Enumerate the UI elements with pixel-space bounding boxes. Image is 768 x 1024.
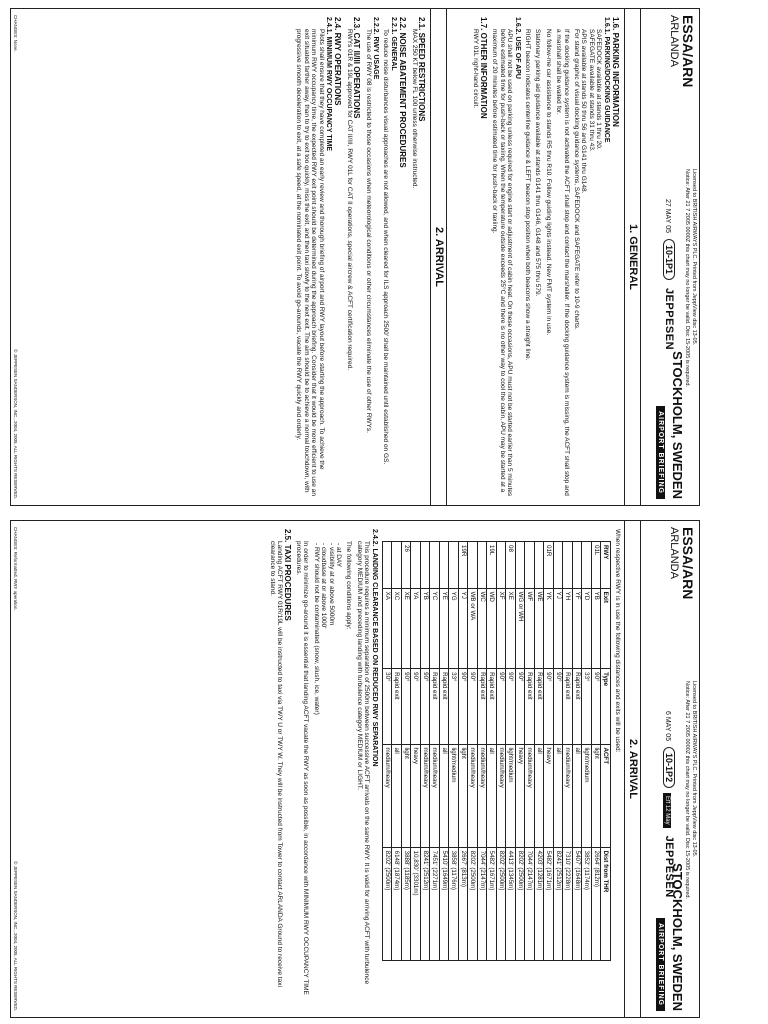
table-cell: 8202' (2500m) bbox=[382, 847, 392, 960]
paragraph: Pilots shall ensure that they have completed an early review and thorough briefing of airport and RWY layout before starting the approach. To achieve the minimum RWY occupancy time, the expected RWY exit point should be determined during the approach briefing. Consider that it would be more efficient to use an exit situated farther away, than to try to exit too quickly, miss the exit, and then taxi slowly to the next exit. The aim should be to achieve a normal touchdown, with progressive smooth deceleration to exit, at a safe speed, at the nominated exit point. To avoid go-arounds, vacate the RWY quickly and orderly. bbox=[295, 29, 325, 496]
city-name: STOCKHOLM, SWEDEN bbox=[670, 351, 685, 499]
heading-2-2: 2.2. NOISE ABATEMENT PROCEDURES bbox=[398, 17, 408, 168]
table-row bbox=[496, 542, 506, 961]
table-cell bbox=[496, 542, 506, 589]
table-cell: 90° bbox=[591, 669, 601, 744]
table-cell: 26 bbox=[401, 542, 411, 589]
paragraph: RWYs 01R & 19L approved for CAT II/III, RWY 01L for CAT II operations, special aircrew & ACFT certification required. bbox=[345, 29, 353, 371]
table-row bbox=[430, 542, 440, 961]
table-cell: 8241' (2512m) bbox=[420, 847, 430, 960]
briefing-badge: AIRPORT BRIEFING bbox=[656, 918, 665, 1011]
table-cell: WG or WH bbox=[515, 588, 525, 669]
table-row bbox=[534, 542, 544, 961]
table-cell: WF bbox=[525, 588, 535, 669]
text-line: SAFEDOCK available at stands 1 thru 20. bbox=[595, 29, 603, 150]
column-header: Type bbox=[601, 669, 611, 744]
table-cell: 5482' (1671m) bbox=[544, 847, 554, 960]
divider bbox=[640, 521, 641, 1017]
table-cell: light/medium bbox=[582, 744, 592, 847]
table-cell: YB bbox=[420, 588, 430, 669]
notice-line: Notice: After 21 7 2005 0000Z this chart may no longer be valid. Disc 15-2005 is required. bbox=[684, 681, 690, 899]
chart-date: 27 MAY 05 bbox=[664, 199, 671, 233]
text-line: APIS available at stands 50 thru 56 and G141 thru G148. bbox=[580, 29, 588, 194]
table-cell: 33° bbox=[582, 669, 592, 744]
notice-line: Notice: After 21 7 2005 0000Z this chart may no longer be valid. Disc 15-2005 is required. bbox=[684, 169, 690, 387]
runway-exits-table bbox=[382, 541, 611, 961]
table-cell: 7451' (2271m) bbox=[430, 847, 440, 960]
chart-id: 10-1P1 bbox=[663, 239, 675, 280]
table-cell: light bbox=[591, 744, 601, 847]
table-cell: 2664' (812m) bbox=[591, 847, 601, 960]
table-cell: 30° bbox=[382, 669, 392, 744]
paragraph: APU shall not be used on parking unless required for engine start or adjustment of cabin heat. On these occasions, APU must not be started earlier than 5 minutes before estimated time for push-back or taxiing. When the temperature outside exceeds 25°C and there is no other way to cool the cabin, APU may be started at a maximum of 20 minutes before estimated time for push-back or taxiing. bbox=[491, 29, 514, 497]
table-cell bbox=[430, 542, 440, 589]
table-cell: YJ bbox=[553, 588, 563, 669]
text-line: SAFEGATE available at stands 31 thru 43. bbox=[587, 29, 595, 152]
table-cell: 19L bbox=[487, 542, 497, 589]
table-cell: YH bbox=[563, 588, 573, 669]
table-cell: all bbox=[487, 744, 497, 847]
table-row bbox=[420, 542, 430, 961]
divider bbox=[430, 9, 431, 505]
table-cell: 19R bbox=[458, 542, 468, 589]
page-header bbox=[641, 521, 699, 1017]
table-row bbox=[553, 542, 563, 961]
table-cell bbox=[477, 542, 487, 589]
table-cell: 90° bbox=[401, 669, 411, 744]
license-line: Licensed to BRITISH AIRWAYS PLC. Printed from JeppView disc 13-05. bbox=[691, 681, 697, 858]
heading-1-6-2: 1.6.2. USE OF APU bbox=[513, 17, 521, 79]
table-row bbox=[477, 542, 487, 961]
table-cell: all bbox=[534, 744, 544, 847]
heading-2-4: 2.4. RWY OPERATIONS bbox=[333, 17, 343, 106]
table-cell: YJ bbox=[458, 588, 468, 669]
table-cell bbox=[420, 542, 430, 589]
table-cell: YD bbox=[582, 588, 592, 669]
table-cell: Rapid exit bbox=[525, 669, 535, 744]
table-cell: WD bbox=[487, 588, 497, 669]
paragraph: If the docking guidance system is not activated the ACFT shall stop and contact the marshaller. If the docking guidance system is missing, the ACFT shall stop and a marshall shall be waited for. bbox=[555, 29, 570, 496]
table-row bbox=[572, 542, 582, 961]
table-cell: 8241' (2512m) bbox=[553, 847, 563, 960]
table-row bbox=[382, 542, 392, 961]
airport-name: ARLANDA bbox=[668, 15, 680, 67]
table-cell: all bbox=[553, 744, 563, 847]
table-cell: light bbox=[401, 744, 411, 847]
table-cell bbox=[515, 542, 525, 589]
table-cell: medium/heavy bbox=[382, 744, 392, 847]
table-cell: 01L bbox=[591, 542, 601, 589]
table-cell: medium/heavy bbox=[525, 744, 535, 847]
table-row bbox=[439, 542, 449, 961]
table-cell: 3888' (1185m) bbox=[401, 847, 411, 960]
table-cell: Rapid exit bbox=[563, 669, 573, 744]
table-cell: 2667' (813m) bbox=[458, 847, 468, 960]
table-cell: XA bbox=[382, 588, 392, 669]
brand-row bbox=[663, 199, 675, 350]
table-cell bbox=[572, 542, 582, 589]
section-title-arrival: 2. ARRIVAL bbox=[627, 739, 639, 799]
arrival-section bbox=[265, 529, 621, 1009]
table-cell: medium/heavy bbox=[468, 744, 478, 847]
table-cell: 90° bbox=[458, 669, 468, 744]
paragraph: RWY 01L right-hand circuit. bbox=[472, 29, 480, 108]
divider bbox=[624, 521, 625, 1017]
table-cell: Rapid exit bbox=[477, 669, 487, 744]
table-header-row bbox=[601, 542, 611, 961]
chart-page-10-1p2 bbox=[10, 520, 700, 1018]
table-cell: 08 bbox=[506, 542, 516, 589]
table-cell: WE bbox=[534, 588, 544, 669]
page-footer bbox=[13, 15, 18, 499]
list-item: - RWY should not be contaminated (snow, slush, ice, water) bbox=[312, 543, 320, 715]
paragraph: No follow-me car assistance to stands R5 thru R10. Follow guiding lights instead. New FMT system in use. bbox=[544, 29, 552, 336]
table-row bbox=[468, 542, 478, 961]
heading-2-4-2: 2.4.2. LANDING CLEARANCE BASED ON REDUCED RWY SEPARATION bbox=[370, 529, 378, 767]
chart-page-10-1p1 bbox=[10, 8, 700, 506]
table-cell: Rapid exit bbox=[392, 669, 402, 744]
airport-name: ARLANDA bbox=[668, 527, 680, 579]
jeppesen-logo: JEPPESEN bbox=[663, 835, 675, 898]
column-header: RWY bbox=[601, 542, 611, 589]
table-cell: 01R bbox=[544, 542, 554, 589]
airport-icao: ESSA/ARN bbox=[680, 15, 696, 88]
table-cell bbox=[553, 542, 563, 589]
conditions-intro: The following conditions apply: bbox=[345, 541, 353, 630]
section-title-arrival: 2. ARRIVAL bbox=[433, 227, 445, 287]
table-cell: medium/heavy bbox=[496, 744, 506, 847]
table-cell: 4413' (1345m) bbox=[506, 847, 516, 960]
table-cell: 90° bbox=[411, 669, 421, 744]
paragraph: The use of RWY 08 is restricted to those occasions when meteorological conditions or other circumstances eliminate the use of other RWYs. bbox=[364, 29, 372, 433]
table-row bbox=[449, 542, 459, 961]
table-cell: medium/heavy bbox=[430, 744, 440, 847]
table-cell: 90° bbox=[468, 669, 478, 744]
table-cell: 90° bbox=[515, 669, 525, 744]
table-cell: WB or WA bbox=[468, 588, 478, 669]
table-row bbox=[544, 542, 554, 961]
column-header: ACFT bbox=[601, 744, 611, 847]
table-cell: 3858' (1176m) bbox=[449, 847, 459, 960]
table-cell: YE bbox=[439, 588, 449, 669]
heading-2-3: 2.3. CAT II/III OPERATIONS bbox=[352, 17, 362, 119]
table-cell bbox=[525, 542, 535, 589]
table-row bbox=[563, 542, 573, 961]
table-cell: 7044' (2147m) bbox=[525, 847, 535, 960]
table-cell: XF bbox=[496, 588, 506, 669]
general-section bbox=[469, 17, 623, 497]
table-cell: medium/heavy bbox=[420, 744, 430, 847]
table-cell bbox=[582, 542, 592, 589]
table-cell: 10,830' (3301m) bbox=[411, 847, 421, 960]
paragraph bbox=[573, 29, 603, 497]
table-cell: Rapid exit bbox=[487, 669, 497, 744]
table-cell: 90° bbox=[553, 669, 563, 744]
copyright: © JEPPESEN SANDERSON, INC., 2004, 2005. ALL RIGHTS RESERVED. bbox=[13, 861, 18, 1011]
page-footer bbox=[13, 527, 18, 1011]
city-name: STOCKHOLM, SWEDEN bbox=[670, 863, 685, 1011]
table-row bbox=[458, 542, 468, 961]
table-cell: XE bbox=[506, 588, 516, 669]
heading-2-1: 2.1. SPEED RESTRICTIONS bbox=[417, 17, 426, 122]
table-cell: XC bbox=[392, 588, 402, 669]
table-cell bbox=[468, 542, 478, 589]
table-cell: 5407' (1648m) bbox=[572, 847, 582, 960]
jeppesen-logo: JEPPESEN bbox=[663, 287, 675, 351]
table-cell: 8202' (2500m) bbox=[496, 847, 506, 960]
table-cell: YC bbox=[430, 588, 440, 669]
paragraph: In order to minimize go-around it is essential that landing ACFT vacate the RWY as soon as possible, in accordance with MINIMUM RWY OCCUPANCY TIME procedures. bbox=[294, 541, 310, 995]
table-row bbox=[487, 542, 497, 961]
table-cell: light bbox=[458, 744, 468, 847]
chart-date: 6 MAY 05 bbox=[664, 711, 671, 742]
table-cell: light/medium bbox=[506, 744, 516, 847]
text-line: For stand graphic of visual docking guidance systems, SAFEDOCK and SAFEGATE refer to 10-9 charts. bbox=[572, 29, 580, 330]
table-cell: all bbox=[572, 744, 582, 847]
heading-2-5: 2.5. TAXI PROCEDURES bbox=[282, 529, 292, 621]
page-header bbox=[641, 9, 699, 505]
table-cell: 33° bbox=[449, 669, 459, 744]
table-cell: Rapid exit bbox=[572, 669, 582, 744]
table-cell: 90° bbox=[506, 669, 516, 744]
intro-text: When respective RWY is in use the following distances and exits will be used: bbox=[614, 529, 621, 753]
effective-badge: Eff 12 May bbox=[663, 793, 671, 828]
copyright: © JEPPESEN SANDERSON, INC., 2004, 2005. ALL RIGHTS RESERVED. bbox=[13, 349, 18, 499]
table-cell: 8202' (2500m) bbox=[468, 847, 478, 960]
table-row bbox=[401, 542, 411, 961]
table-row bbox=[525, 542, 535, 961]
divider bbox=[446, 9, 447, 505]
table-cell: 90° bbox=[544, 669, 554, 744]
table-cell: 90° bbox=[420, 669, 430, 744]
section-title-general: 1. GENERAL bbox=[627, 223, 639, 290]
table-cell: all bbox=[392, 744, 402, 847]
license-notice bbox=[683, 681, 697, 1011]
paragraph: This procedure requires a minimum separation of 2500m between successive ACFT arrivals on the same RWY. It is valid for arriving ACFT with turbulence category MEDIUM and preceding landing with turbulence category MEDIUM or LIGHT. bbox=[355, 541, 371, 985]
table-cell: 8202' (2500m) bbox=[515, 847, 525, 960]
table-cell: heavy bbox=[544, 744, 554, 847]
table-cell: YF bbox=[572, 588, 582, 669]
changes-note: CHANGES: None. bbox=[13, 15, 18, 52]
table-cell: Rapid exit bbox=[439, 669, 449, 744]
table-cell: medium/heavy bbox=[477, 744, 487, 847]
table-cell: heavy bbox=[515, 744, 525, 847]
table-cell: YK bbox=[544, 588, 554, 669]
table-cell bbox=[563, 542, 573, 589]
table-cell: light/medium bbox=[449, 744, 459, 847]
table-body bbox=[382, 542, 610, 961]
table-cell: YB bbox=[591, 588, 601, 669]
table-cell bbox=[439, 542, 449, 589]
table-cell: 7310' (2228m) bbox=[563, 847, 573, 960]
table-cell: medium/heavy bbox=[563, 744, 573, 847]
heading-2-2-2: 2.2.2. RWY USAGE bbox=[371, 17, 379, 80]
paragraph: RIGHT beacon indicates centerline guidance & LEFT beacon stop position when both beacons show a straight line. bbox=[523, 29, 531, 361]
table-cell: heavy bbox=[411, 744, 421, 847]
paragraph: MAX 250 KT below FL 100 unless otherwise instructed. bbox=[410, 29, 418, 189]
table-cell: 6148' (1874m) bbox=[392, 847, 402, 960]
table-row bbox=[591, 542, 601, 961]
table-cell bbox=[411, 542, 421, 589]
chart-id: 10-1P2 bbox=[663, 747, 675, 788]
table-row bbox=[506, 542, 516, 961]
column-header: Dist from THR bbox=[601, 847, 611, 960]
table-cell bbox=[382, 542, 392, 589]
table-cell bbox=[449, 542, 459, 589]
column-header: Exit bbox=[601, 588, 611, 669]
table-cell: WC bbox=[477, 588, 487, 669]
table-cell: 5410' (1649m) bbox=[439, 847, 449, 960]
heading-2-2-1: 2.2.1. GENERAL bbox=[389, 17, 397, 71]
table-cell: all bbox=[439, 744, 449, 847]
paragraph: Stationary parking aid guidance available at stands G141 thru G146, G148 and 575 thru 579. bbox=[534, 29, 542, 297]
table-cell: 5482' (1671m) bbox=[487, 847, 497, 960]
table-cell: Rapid exit bbox=[534, 669, 544, 744]
table-cell: Rapid exit bbox=[430, 669, 440, 744]
table-cell: 4203' (1281m) bbox=[534, 847, 544, 960]
heading-2-4-1: 2.4.1. MINIMUM RWY OCCUPANCY TIME bbox=[324, 17, 332, 152]
table-row bbox=[582, 542, 592, 961]
table-cell bbox=[534, 542, 544, 589]
list-item: - at DAY bbox=[334, 543, 342, 568]
heading-1-7: 1.7. OTHER INFORMATION bbox=[478, 17, 488, 119]
briefing-badge: AIRPORT BRIEFING bbox=[656, 406, 665, 499]
conditions-list bbox=[312, 543, 342, 1009]
heading-1-6: 1.6. PARKING INFORMATION bbox=[611, 17, 620, 127]
table-cell: XE bbox=[401, 588, 411, 669]
paragraph: To reduce noise disturbances visual approaches are not allowed, and when cleared for ILS approach 2500' shall be maintained until established on GS. bbox=[382, 29, 390, 465]
license-notice bbox=[683, 169, 697, 499]
table-cell bbox=[392, 542, 402, 589]
list-item: - cloudbase at or above 1000' bbox=[320, 543, 328, 629]
table-row bbox=[411, 542, 421, 961]
divider bbox=[640, 9, 641, 505]
table-cell: 7044' (2147m) bbox=[477, 847, 487, 960]
heading-1-6-1: 1.6.1. PARKING/DOCKING GUIDANCE bbox=[602, 17, 610, 143]
airport-icao: ESSA/ARN bbox=[680, 527, 696, 600]
table-cell: YA bbox=[411, 588, 421, 669]
table-cell: YG bbox=[449, 588, 459, 669]
table-row bbox=[515, 542, 525, 961]
changes-note: CHANGES: Reformatted, RWY operation. bbox=[13, 527, 18, 611]
list-item: - visibility at or above 5000m bbox=[327, 543, 335, 626]
table-cell: 3852' (1174m) bbox=[582, 847, 592, 960]
license-line: Licensed to BRITISH AIRWAYS PLC. Printed from JeppView disc 13-05. bbox=[691, 169, 697, 346]
table-row bbox=[392, 542, 402, 961]
table-cell: 90° bbox=[496, 669, 506, 744]
arrival-section bbox=[292, 17, 429, 497]
paragraph: Landing ACFT RWY 01R/19L will be instructed to taxi via TWY U or TWY W. They will be instructed from Tower to contact ARLANDA Ground to receive taxi clearance to stand. bbox=[268, 541, 284, 987]
divider bbox=[624, 9, 625, 505]
